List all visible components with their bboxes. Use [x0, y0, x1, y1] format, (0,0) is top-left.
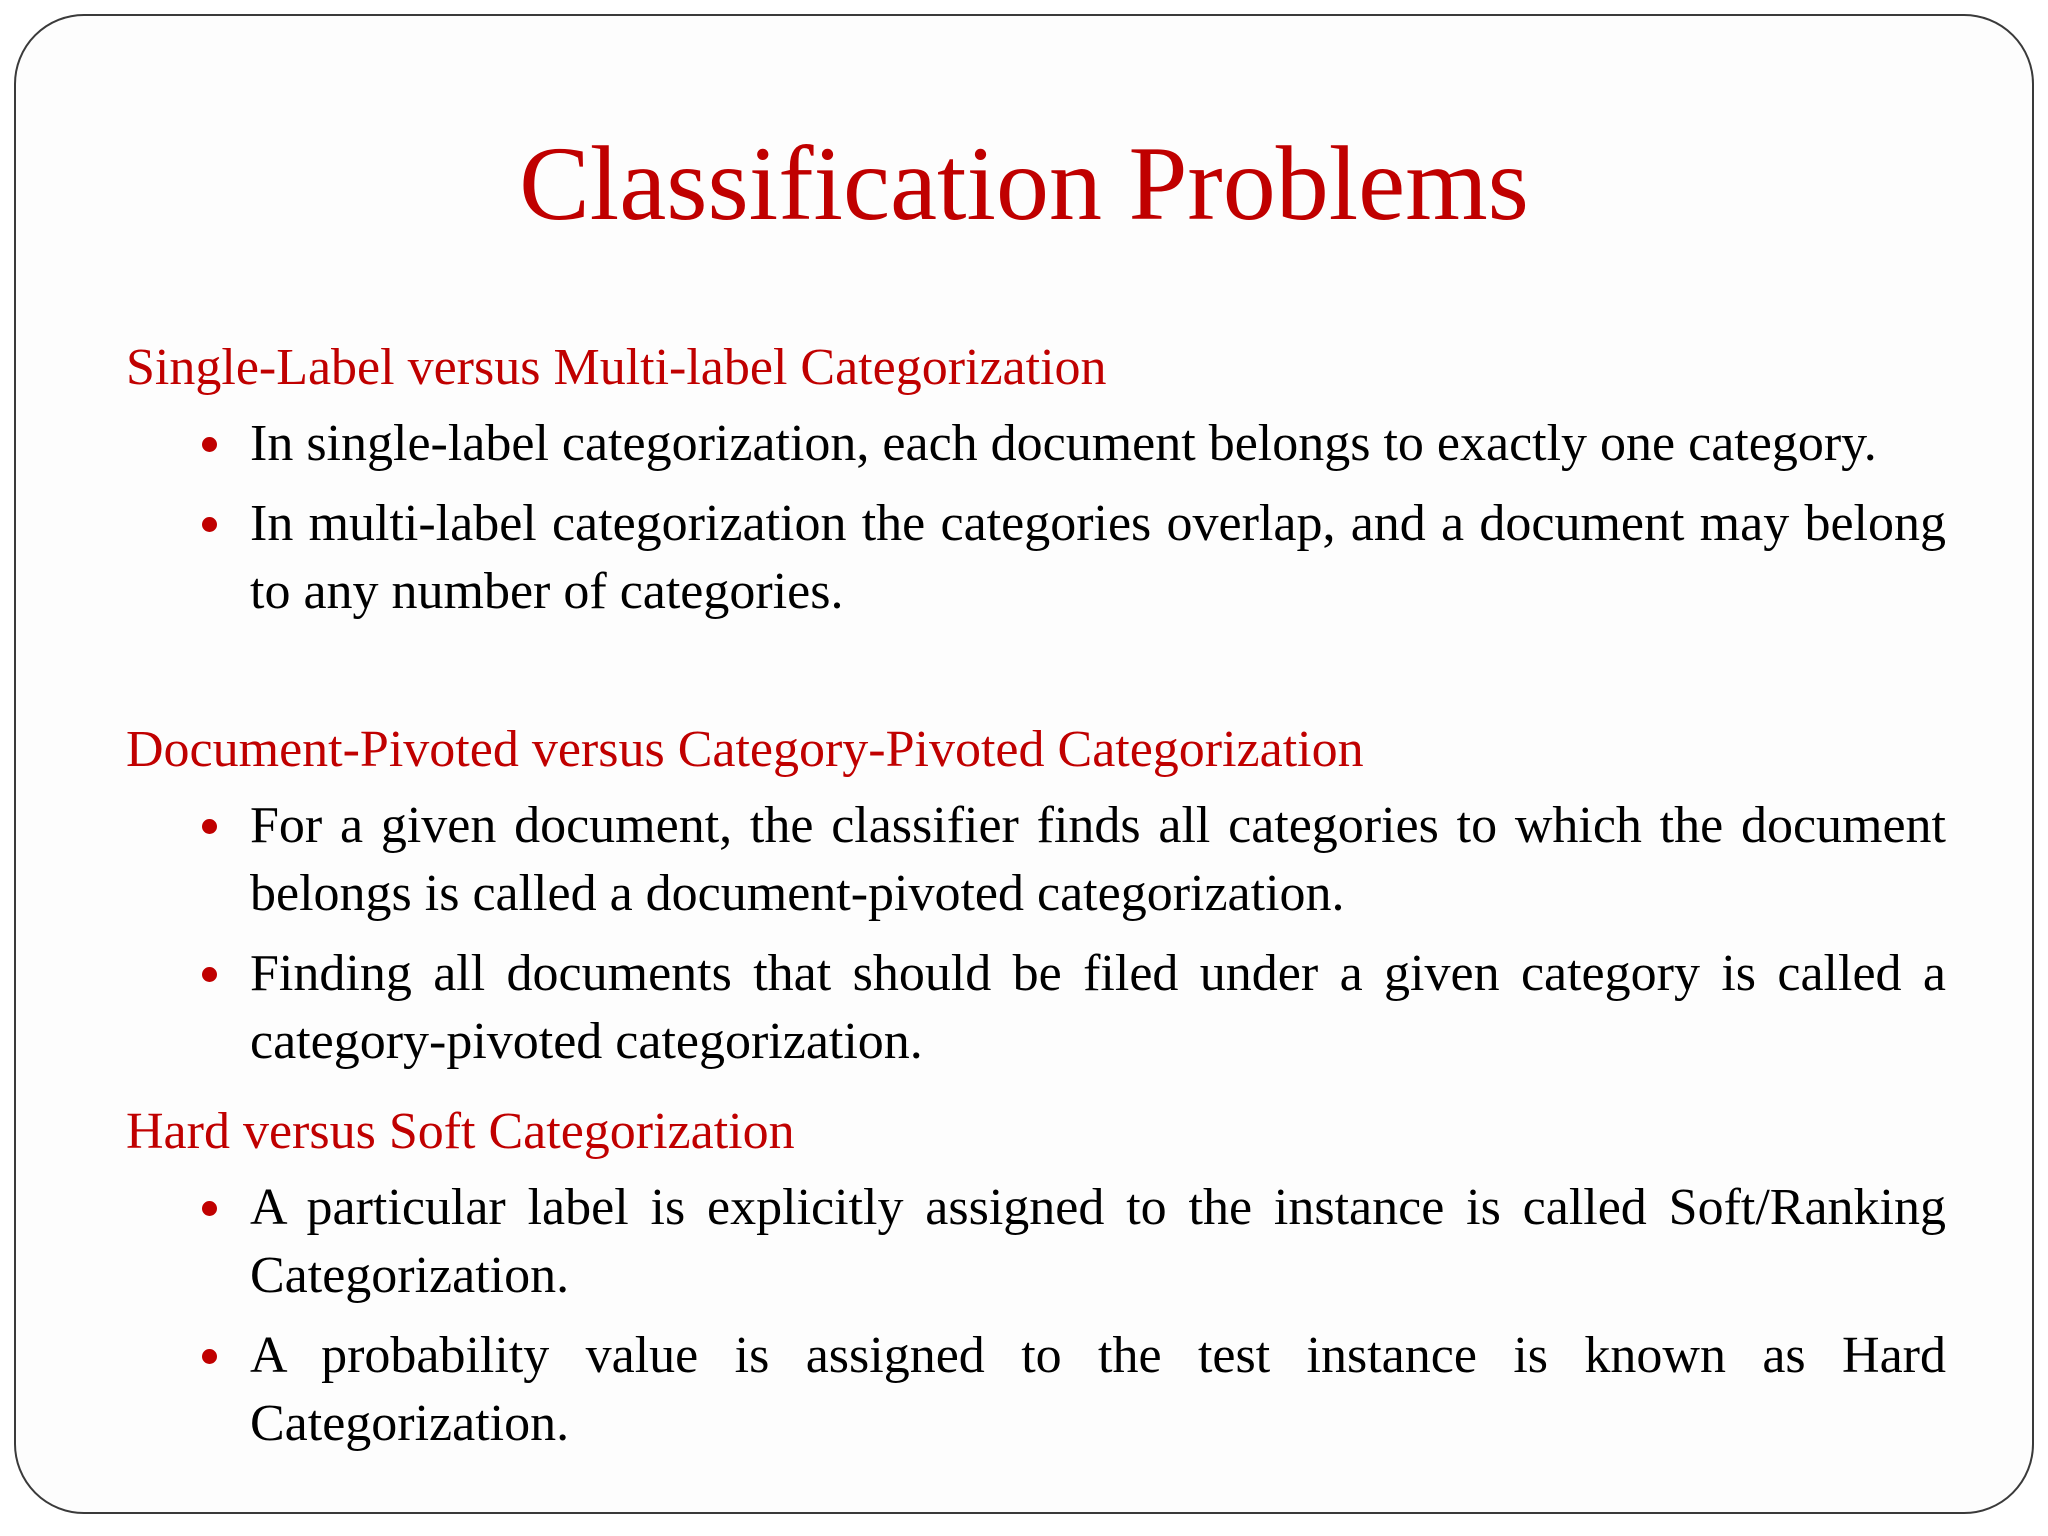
bullet-text: A probability value is assigned to the test instance is known as Hard Categorization.	[250, 1327, 1946, 1452]
slide-title: Classification Problems	[519, 125, 1529, 242]
bullet-text: In multi-label categorization the categories overlap, and a document may belong to any number of categories.	[250, 495, 1946, 620]
bullet-text: Finding all documents that should be filed under a given category is called a category-pivoted categorization.	[250, 945, 1946, 1070]
bullet-dot-icon	[202, 1349, 217, 1364]
section-heading: Single-Label versus Multi-label Categorization	[126, 339, 1107, 396]
section-document-vs-category-pivoted	[126, 720, 1946, 1076]
bullet-item	[126, 490, 1946, 626]
bullet-list	[126, 792, 1946, 1076]
bullet-dot-icon	[202, 967, 217, 982]
bullet-list	[126, 1174, 1946, 1458]
bullet-item	[126, 410, 1946, 478]
bullet-item	[126, 1322, 1946, 1458]
section-heading: Document-Pivoted versus Category-Pivoted Categorization	[126, 721, 1364, 778]
bullet-dot-icon	[202, 517, 217, 532]
bullet-text: A particular label is explicitly assigned to the instance is called Soft/Ranking Categorization.	[250, 1179, 1946, 1304]
bullet-list	[126, 410, 1946, 626]
section-single-vs-multi-label	[126, 338, 1946, 626]
bullet-text: In single-label categorization, each document belongs to exactly one category.	[250, 415, 1877, 472]
section-heading: Hard versus Soft Categorization	[126, 1103, 795, 1160]
slide	[14, 14, 2034, 1514]
bullet-item	[126, 792, 1946, 928]
bullet-dot-icon	[202, 1201, 217, 1216]
section-hard-vs-soft	[126, 1102, 1946, 1458]
bullet-dot-icon	[202, 819, 217, 834]
bullet-dot-icon	[202, 437, 217, 452]
bullet-item	[126, 940, 1946, 1076]
bullet-text: For a given document, the classifier finds all categories to which the document belongs is called a document-pivoted categorization.	[250, 797, 1946, 922]
bullet-item	[126, 1174, 1946, 1310]
